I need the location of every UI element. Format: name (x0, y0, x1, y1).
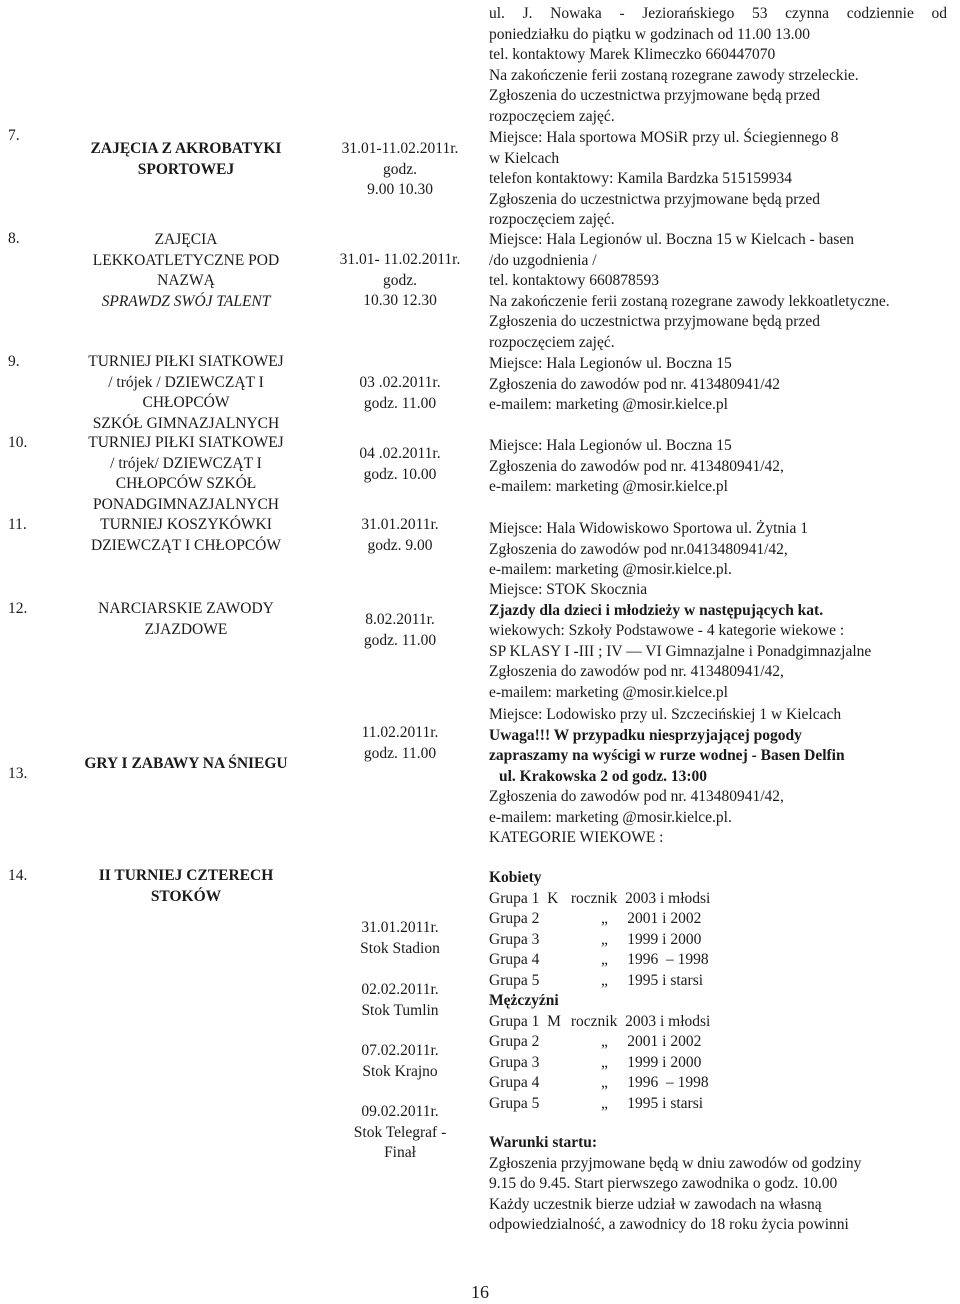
info-row-9 (489, 354, 947, 416)
event-title (58, 754, 314, 775)
category-row: Grupa 2 „ 2001 i 2002 (489, 910, 702, 927)
title-line: / trójek/ DZIEWCZĄT I (110, 454, 262, 472)
date-line: godz. 11.00 (363, 744, 437, 762)
date-line: Stok Tumlin (361, 1001, 439, 1019)
row-number: 8. (8, 230, 20, 247)
title-line: LEKKOATLETYCZNE POD (92, 251, 280, 269)
event-title (58, 866, 314, 907)
info-line: tel. kontaktowy Marek Klimeczko 660447070 (489, 46, 776, 63)
event-title (58, 230, 314, 312)
event-date (316, 250, 484, 312)
title-line: GRY I ZABAWY NA ŚNIEGU (84, 755, 288, 772)
info-line: Na zakończenie ferii zostaną rozegrane zawody strzeleckie. (489, 66, 859, 84)
row-number: 12. (8, 600, 28, 617)
date-line: 9.00 10.30 (367, 181, 433, 198)
category-row: Grupa 5 „ 1995 i starsi (489, 1094, 704, 1112)
info-line: w Kielcach (489, 149, 560, 167)
info-line: Zgłoszenia do uczestnictwa przyjmowane będą przed (489, 313, 820, 330)
event-date (316, 610, 484, 651)
info-row-12 (489, 580, 947, 703)
info-line: Miejsce: Hala Legionów ul. Boczna 15 (489, 355, 732, 372)
category-row: Grupa 4 „ 1996 – 1998 (489, 951, 709, 968)
info-line: tel. kontaktowy 660878593 (489, 272, 660, 289)
title-line: TURNIEJ PIŁKI SIATKOWEJ (88, 353, 284, 370)
row-number: 11. (8, 516, 27, 533)
title-line: ZAJĘCIA Z AKROBATYKI (90, 140, 282, 157)
date-line: 31.01-11.02.2011r. (341, 140, 459, 157)
info-line: Miejsce: Lodowisko przy ul. Szczecińskiej 1 w Kielcach (489, 706, 842, 723)
date-line: godz. 9.00 (367, 536, 433, 554)
info-line: Zgłoszenia do zawodów pod nr. 413480941/42, (489, 457, 784, 475)
info-line: Miejsce: Hala Widowiskowo Sportowa ul. Żytnia 1 (489, 520, 808, 537)
info-row-13 (489, 705, 947, 849)
category-row: Grupa 5 „ 1995 i starsi (489, 971, 704, 989)
event-date (316, 515, 484, 556)
date-line: 31.01.2011r. (361, 516, 439, 533)
row-number: 10. (8, 434, 28, 451)
event-title (58, 352, 314, 434)
info-line: e-mailem: marketing @mosir.kielce.pl. (489, 808, 732, 826)
info-row-8 (489, 230, 947, 353)
info-line: Zgłoszenia do uczestnictwa przyjmowane będą przed (489, 190, 820, 208)
info-line: odpowiedzialność, a zawodnicy do 18 roku życia powinni (489, 1216, 849, 1233)
category-row: Grupa 3 „ 1999 i 2000 (489, 1053, 702, 1071)
date-line: 04 .02.2011r. (359, 445, 441, 462)
date-line: 07.02.2011r. (361, 1042, 439, 1059)
title-line: SPORTOWEJ (137, 160, 235, 178)
info-line: Każdy uczestnik bierze udział w zawodach na własną (489, 1195, 822, 1213)
men-title: Mężczyźni (489, 992, 559, 1009)
date-line: Stok Stadion (360, 939, 440, 957)
info-line: poniedziałku do piątku w godzinach od 11.00 13.00 (489, 25, 810, 43)
info-line: ul. J. Nowaka - Jeziorańskiego 53 czynna codziennie od (489, 5, 947, 22)
event-date (316, 723, 484, 764)
row-number: 9. (8, 353, 20, 370)
date-line: Finał (384, 1144, 416, 1161)
event-title (58, 139, 314, 180)
title-line: CHŁOPCÓW (142, 394, 230, 411)
info-line: Miejsce: Hala Legionów ul. Boczna 15 w Kielcach - basen (489, 231, 854, 248)
row-number: 13. (8, 765, 28, 782)
event-date (316, 444, 484, 485)
date-line: Stok Telegraf - (353, 1123, 447, 1141)
date-line: 31.01- 11.02.2011r. (339, 251, 461, 268)
info-line: Miejsce: Hala Legionów ul. Boczna 15 (489, 437, 732, 454)
info-line: 9.15 do 9.45. Start pierwszego zawodnika o godz. 10.00 (489, 1175, 838, 1192)
info-line: e-mailem: marketing @mosir.kielce.pl. (489, 561, 732, 578)
info-line: Zgłoszenia do uczestnictwa przyjmowane będą przed (489, 87, 820, 104)
info-line: e-mailem: marketing @mosir.kielce.pl (489, 683, 728, 701)
info-line: Zgłoszenia do zawodów pod nr.0413480941/42, (489, 540, 788, 558)
category-row: Grupa 3 „ 1999 i 2000 (489, 930, 702, 948)
title-line: ZAJĘCIA (154, 231, 218, 248)
category-row: Grupa 2 „ 2001 i 2002 (489, 1033, 702, 1050)
date-line: 8.02.2011r. (365, 611, 435, 628)
date-line: godz. (382, 160, 417, 178)
info-line: SP KLASY I -III ; IV — VI Gimnazjalne i Ponadgimnazjalne (489, 642, 872, 660)
info-line: rozpoczęciem zajęć. (489, 211, 615, 228)
date-line: godz. 10.00 (363, 465, 437, 483)
category-row: Grupa 4 „ 1996 – 1998 (489, 1074, 709, 1091)
event-title (58, 599, 314, 640)
row-number: 14. (8, 867, 28, 884)
title-line: II TURNIEJ CZTERECH (98, 867, 274, 884)
start-conditions (489, 1133, 947, 1236)
event-date (316, 373, 484, 414)
category-row: Grupa 1 K rocznik 2003 i młodsi (489, 889, 711, 907)
date-line: 10.30 12.30 (363, 292, 437, 309)
info-line: zapraszamy na wyścigi w rurze wodnej - Basen Delfin (489, 747, 845, 764)
date-line: godz. 11.00 (363, 631, 437, 649)
info-line: wiekowych: Szkoły Podstawowe - 4 kategorie wiekowe : (489, 622, 845, 639)
conditions-title: Warunki startu: (489, 1134, 598, 1151)
title-line: DZIEWCZĄT I CHŁOPCÓW (91, 536, 281, 554)
info-line: Miejsce: STOK Skocznia (489, 581, 648, 598)
info-row-10 (489, 436, 947, 498)
event-date (316, 1041, 484, 1082)
info-line: Uwaga!!! W przypadku niesprzyjającej pogody (489, 726, 802, 744)
title-line: CHŁOPCÓW SZKÓŁ (115, 475, 257, 492)
date-line: 03 .02.2011r. (359, 374, 441, 391)
info-top (489, 4, 947, 127)
info-line: rozpoczęciem zajęć. (489, 333, 615, 351)
row-number: 7. (8, 127, 20, 144)
title-line: SPRAWDZ SWÓJ TALENT (101, 292, 271, 310)
event-date (316, 980, 484, 1021)
date-line: 31.01.2011r. (361, 919, 439, 936)
info-line: Zgłoszenia do zawodów pod nr. 413480941/42 (489, 375, 781, 393)
title-line: PONADGIMNAZJALNYCH (93, 495, 279, 513)
date-line: godz. (382, 271, 417, 289)
info-line: KATEGORIE WIEKOWE : (489, 829, 664, 846)
title-line: / trójek / DZIEWCZĄT I (108, 373, 264, 391)
age-categories (489, 868, 947, 1114)
event-date (316, 1102, 484, 1164)
page-number: 16 (471, 1282, 489, 1302)
info-row-7 (489, 128, 947, 231)
info-line: Na zakończenie ferii zostaną rozegrane zawody lekkoatletyczne. (489, 292, 890, 310)
info-line: Zgłoszenia do zawodów pod nr. 413480941/42, (489, 788, 784, 805)
info-line: Zgłoszenia przyjmowane będą w dniu zawodów od godziny (489, 1154, 862, 1172)
info-line: e-mailem: marketing @mosir.kielce.pl (489, 396, 728, 413)
event-title (58, 433, 314, 515)
info-line: rozpoczęciem zajęć. (489, 107, 615, 125)
date-line: 11.02.2011r. (361, 724, 439, 741)
info-line: /do uzgodnienia / (489, 251, 597, 269)
info-line: telefon kontaktowy: Kamila Bardzka 515159934 (489, 170, 793, 187)
info-line: Miejsce: Hala sportowa MOSiR przy ul. Ściegiennego 8 (489, 129, 839, 146)
date-line: godz. 11.00 (363, 394, 437, 412)
date-line: 09.02.2011r. (361, 1103, 439, 1120)
info-line: ul. Krakowska 2 od godz. 13:00 (499, 767, 707, 785)
event-title (58, 515, 314, 556)
category-row: Grupa 1 M rocznik 2003 i młodsi (489, 1012, 711, 1030)
title-line: SZKÓŁ GIMNAZJALNYCH (92, 414, 280, 432)
women-title: Kobiety (489, 869, 542, 886)
info-line: Zjazdy dla dzieci i młodzieży w następujących kat. (489, 601, 824, 619)
title-line: NAZWĄ (157, 272, 215, 289)
title-line: TURNIEJ PIŁKI SIATKOWEJ (88, 434, 284, 451)
event-date (316, 139, 484, 201)
title-line: ZJAZDOWE (144, 620, 228, 638)
info-line: e-mailem: marketing @mosir.kielce.pl (489, 478, 728, 495)
info-line: Zgłoszenia do zawodów pod nr. 413480941/42, (489, 663, 784, 680)
title-line: NARCIARSKIE ZAWODY (98, 600, 274, 617)
info-row-11 (489, 519, 947, 581)
title-line: STOKÓW (150, 887, 222, 905)
date-line: 02.02.2011r. (361, 981, 439, 998)
event-date (316, 918, 484, 959)
title-line: TURNIEJ KOSZYKÓWKI (100, 516, 272, 533)
date-line: Stok Krajno (362, 1062, 438, 1080)
